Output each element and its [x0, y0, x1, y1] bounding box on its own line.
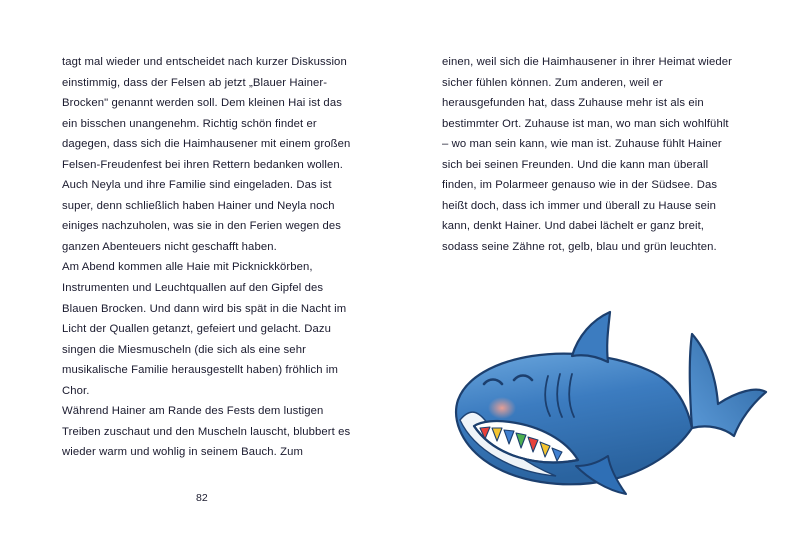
- paragraph: Am Abend kommen alle Haie mit Picknickkörben, Instrumenten und Leuchtquallen auf den Gipfel des Blauen Brocken. Und dann wird bis spät in die Nacht im Licht der Quallen getanzt, gefeiert und gelacht. Dazu singen die Miesmuscheln (die sich als eine sehr musikalische Familie herausgestellt haben) fröhlich im Chor.: [62, 261, 347, 397]
- shark-tail: [690, 334, 766, 436]
- left-text-column: [62, 52, 354, 463]
- paragraph: Während Hainer am Rande des Fests dem lustigen Treiben zuschaut und den Muscheln lauscht, blubbert es wieder warm und wohlig in seinem Bauch. Zum: [62, 405, 351, 459]
- page-number: 82: [196, 492, 208, 504]
- paragraph: tagt mal wieder und entscheidet nach kurzer Diskussion einstimmig, dass der Felsen ab jetzt „Blauer Hainer-Brocken" genannt werden soll. Dem kleinen Hai ist das ein bisschen unangenehm. Richtig schön findet er dagegen, dass sich die Haimhausener mit einem großen Felsen-Freudenfest bei ihren Rettern bedanken wollen. Auch Neyla und ihre Familie sind eingeladen. Das ist super, denn schließlich haben Hainer und Neyla noch einiges nachzuholen, was sie in den Ferien wegen des ganzen Abenteuers nicht geschafft haben.: [62, 56, 351, 253]
- paragraph: einen, weil sich die Haimhausener in ihrer Heimat wieder sicher fühlen können. Zum anderen, weil er herausgefunden hat, dass Zuhause mehr ist als ein bestimmter Ort. Zuhause ist man, wo man sich wohlfühlt – wo man sein kann, wie man ist. Zuhause fühlt Hainer sich bei seinen Freunden. Und die kann man überall finden, im Polarmeer genauso wie in der Südsee. Das heißt doch, dass ich immer und überall zu Hause sein kann, denkt Hainer. Und dabei lächelt er ganz breit, sodass seine Zähne rot, gelb, blau und grün leuchten.: [442, 56, 733, 253]
- shark-dorsal-fin: [572, 312, 610, 362]
- shark-cheek: [488, 397, 516, 419]
- right-text-column: [442, 52, 734, 257]
- shark-body: [456, 354, 692, 485]
- shark-illustration: [440, 300, 770, 515]
